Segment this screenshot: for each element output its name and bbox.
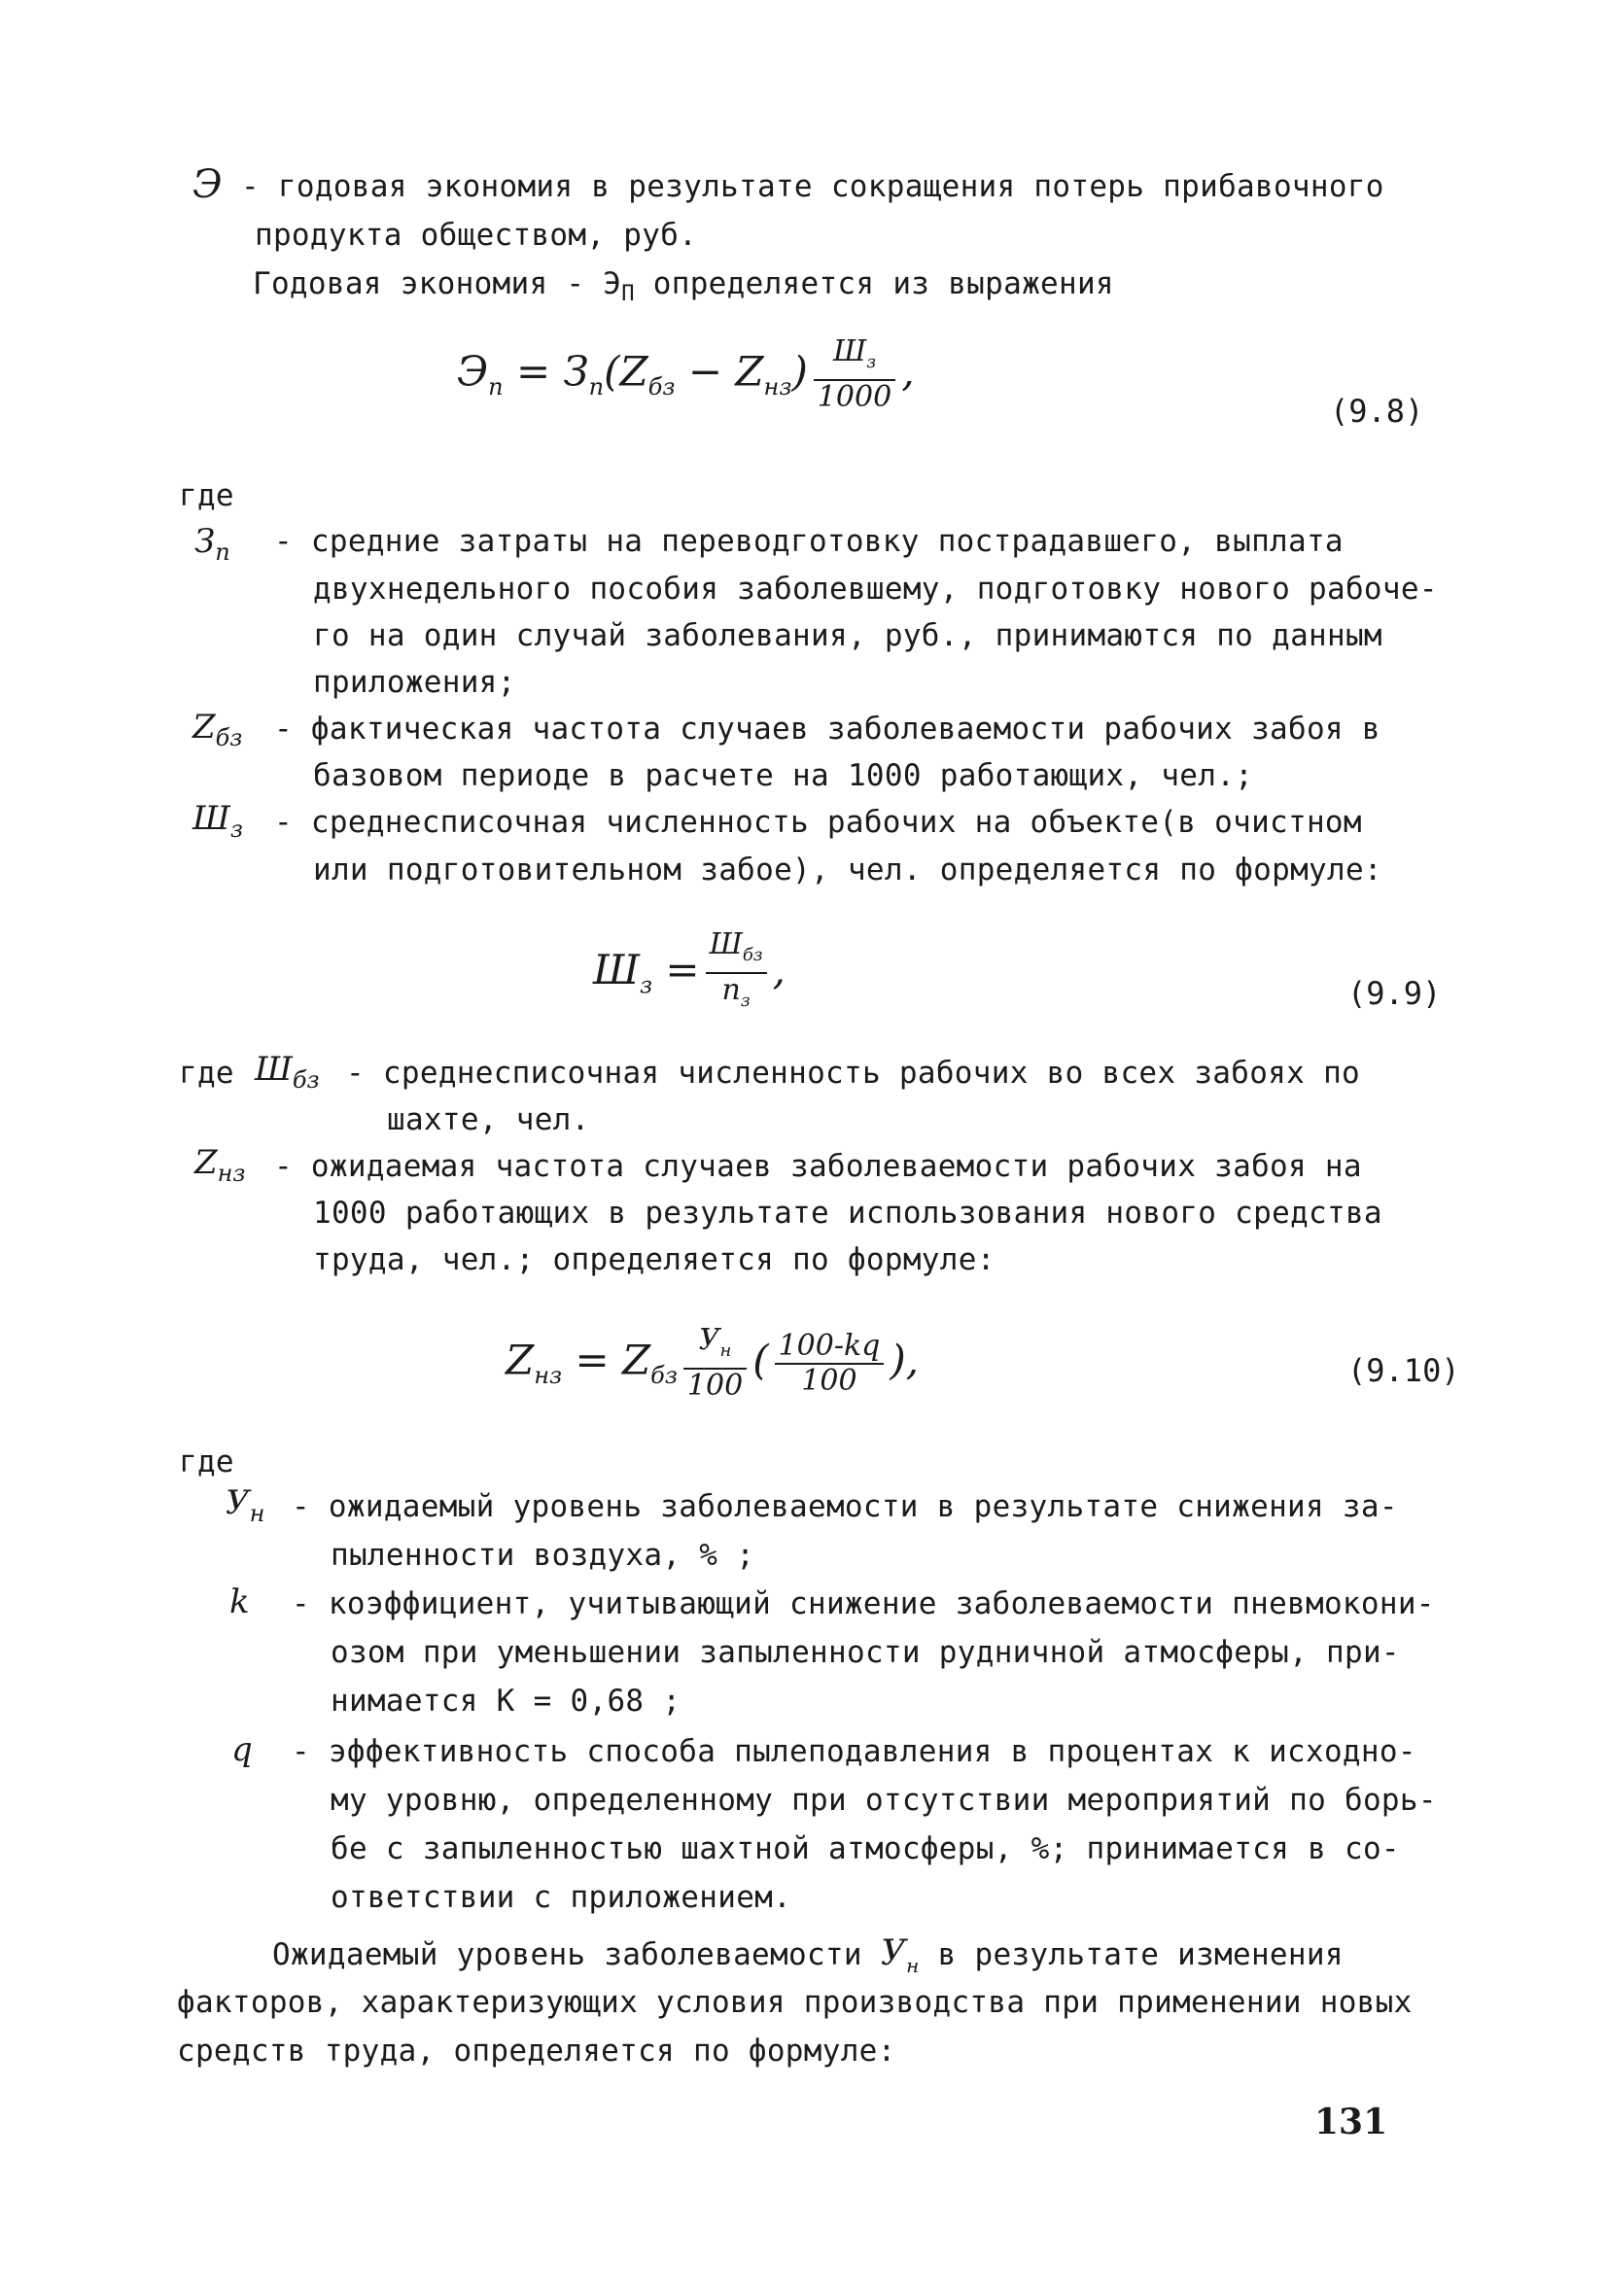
- final-line3: средств труда, определяется по формуле:: [177, 2034, 896, 2069]
- formula-9-8: $Э_п = З_п(Z_{бз} - Z_{нз})$ $\frac{Ш_з}{1000}$ ,: [457, 334, 915, 414]
- symbol-shbz: $Ш_{бз}$: [255, 1050, 320, 1094]
- symbol-znz: $Z_{нз}$: [194, 1143, 246, 1187]
- formula-9-9: $Ш_з$ = $\frac{Ш_{бз}}{n_з}$ ,: [593, 928, 786, 1018]
- equation-number-9-10: (9.10): [1347, 1352, 1460, 1389]
- symbol-un: $У_н$: [226, 1483, 265, 1527]
- text-intro-line: Годовая экономия - $Э_П$ определяется из выражения: [253, 266, 1114, 307]
- text-ep-line2: продукта обществом, руб.: [255, 218, 698, 253]
- item-un-line1: - ожидаемый уровень заболеваемости в результате снижения за-: [292, 1489, 1398, 1524]
- equation-number-9-8: (9.8): [1330, 393, 1424, 430]
- item-zp-line2: двухнедельного пособия заболевшему, подготовку нового рабоче-: [313, 572, 1438, 607]
- item-znz-line3: труда, чел.; определяется по формуле:: [313, 1242, 996, 1277]
- symbol-zbz: $Z_{бз}$: [192, 708, 243, 751]
- page-number: 131: [1314, 2102, 1388, 2142]
- item-zbz-line1: - фактическая частота случаев заболеваемости рабочих забоя в: [274, 712, 1380, 747]
- item-shbz-line1: - среднесписочная численность рабочих во всех забоях по: [346, 1056, 1360, 1091]
- fraction-9-10-b: $\frac{100-kq}{100}$: [775, 1330, 885, 1398]
- item-znz-line1: - ожидаемая частота случаев заболеваемости рабочих забоя на: [274, 1149, 1362, 1184]
- fraction-9-9: $\frac{Ш_{бз}}{n_з}$: [706, 928, 767, 1018]
- symbol-q: q: [231, 1730, 253, 1769]
- final-line2: факторов, характеризующих условия производства при применении новых: [177, 1985, 1413, 2020]
- fraction-9-10-a: $\frac{У_н}{100}$: [683, 1324, 747, 1403]
- fraction-9-8: $\frac{Ш_з}{1000}$: [814, 335, 895, 414]
- item-shz-line1: - среднесписочная численность рабочих на объекте(в очистном: [274, 805, 1362, 840]
- item-zp-line4: приложения;: [313, 665, 516, 700]
- final-line1: Ожидаемый уровень заболеваемости $У_н$ в результате изменения: [272, 1933, 1344, 1978]
- item-k-line3: нимается К = 0,68 ;: [331, 1684, 681, 1719]
- item-zp-line1: - средние затраты на переводготовку пострадавшего, выплата: [274, 524, 1344, 559]
- item-znz-line2: 1000 работающих в результате использования нового средства: [313, 1196, 1382, 1231]
- item-q-line3: бе с запыленностью шахтной атмосферы, %; принимается в со-: [331, 1831, 1400, 1866]
- item-shbz-line2: шахте, чел.: [387, 1102, 590, 1137]
- symbol-un-inline: $У_н$: [880, 1933, 920, 1978]
- item-un-line2: пыленности воздуха, % ;: [331, 1538, 755, 1573]
- symbol-zp: $З_п$: [194, 522, 230, 566]
- where-label-1: где: [179, 478, 234, 513]
- item-zp-line3: го на один случай заболевания, руб., принимаются по данным: [313, 618, 1382, 653]
- item-q-line4: ответствии с приложением.: [331, 1880, 792, 1915]
- item-k-line1: - коэффициент, учитывающий снижение заболеваемости пневмокони-: [292, 1586, 1435, 1621]
- item-k-line2: озом при уменьшении запыленности рудничной атмосферы, при-: [331, 1635, 1400, 1670]
- formula-9-10: $Z_{нз} = Z_{бз}$ $\frac{У_н}{100}$ ( $\frac{100-kq}{100}$ ),: [506, 1323, 920, 1403]
- equation-number-9-9: (9.9): [1347, 975, 1442, 1012]
- where-label-2: где: [179, 1444, 234, 1479]
- item-q-line1: - эффективность способа пылеподавления в процентах к исходно-: [292, 1734, 1416, 1769]
- where-label-inline: где: [179, 1056, 234, 1091]
- symbol-shz: $Ш_з$: [192, 799, 243, 843]
- item-shz-line2: или подготовительном забое), чел. определяется по формуле:: [313, 852, 1382, 887]
- symbol-ep: Э: [192, 162, 223, 207]
- text-ep-line1: - годовая экономия в результате сокращения потерь прибавочного: [241, 169, 1384, 204]
- item-zbz-line2: базовом периоде в расчете на 1000 работающих, чел.;: [313, 758, 1254, 793]
- item-q-line2: му уровню, определенному при отсутствии мероприятий по борь-: [331, 1783, 1437, 1818]
- symbol-k: k: [229, 1583, 250, 1621]
